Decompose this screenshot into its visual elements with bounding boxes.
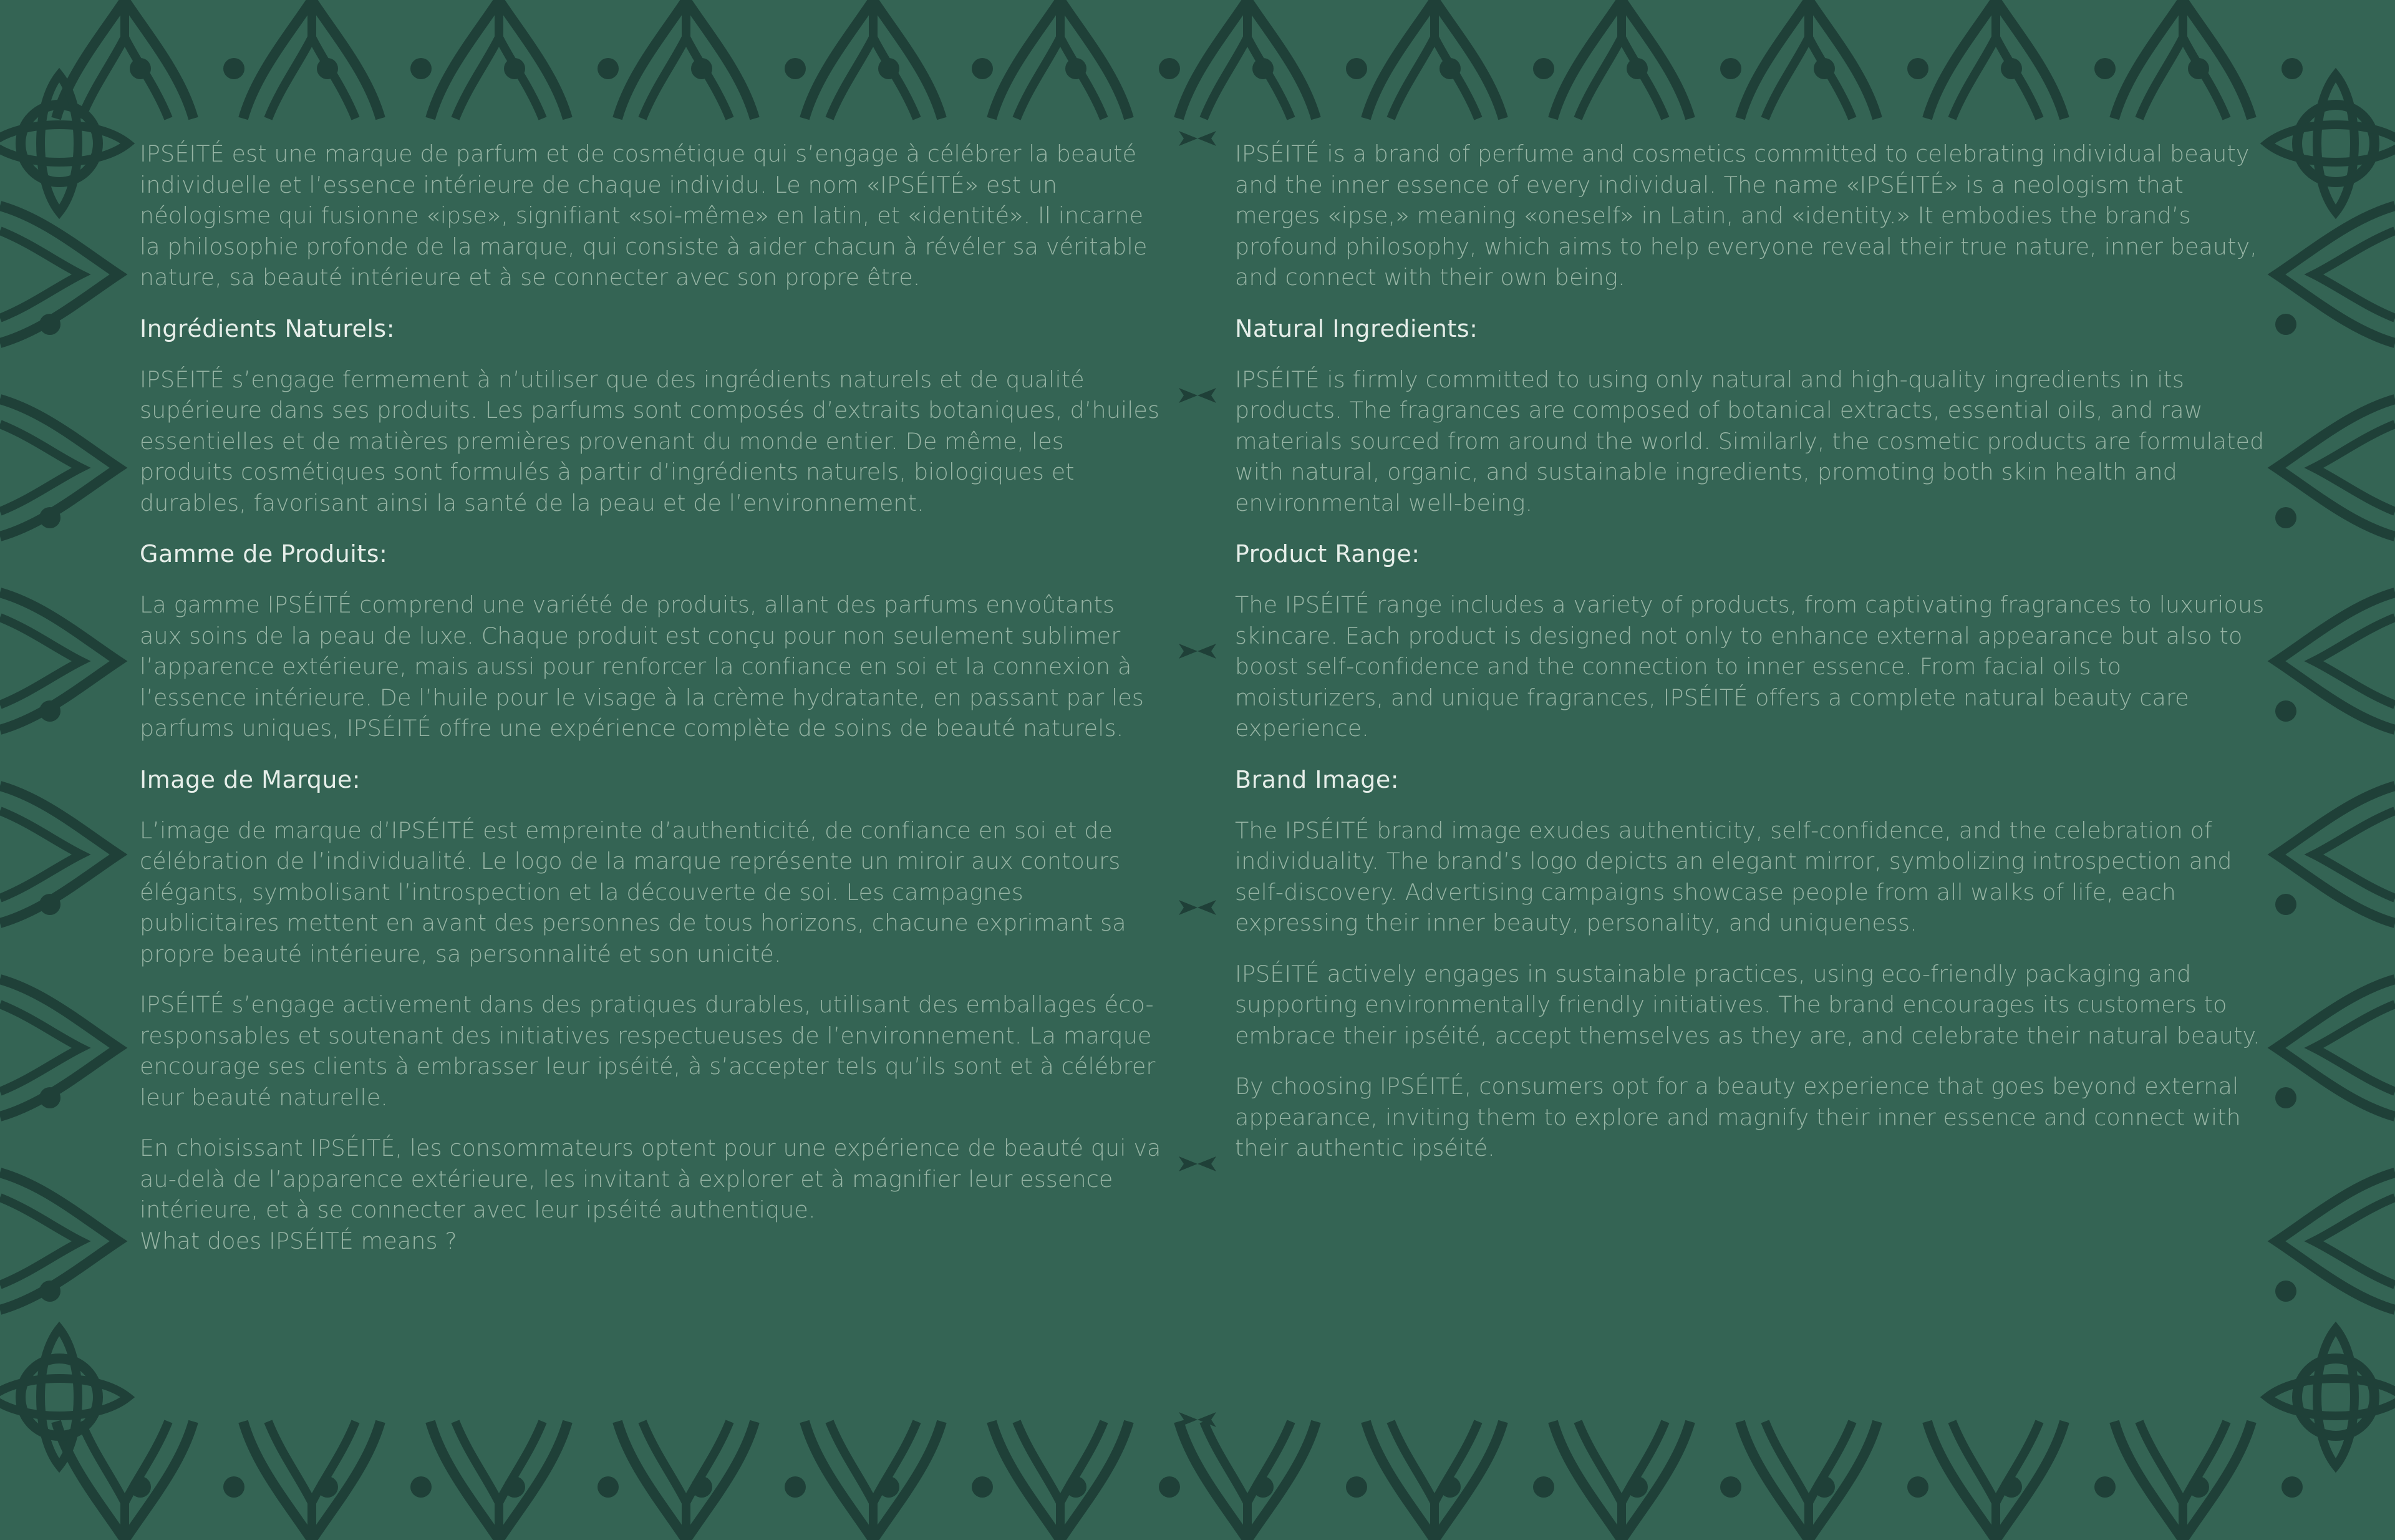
french-column	[140, 138, 1163, 1276]
section-heading: Ingrédients Naturels:	[140, 314, 395, 342]
section-heading: Natural Ingredients:	[1235, 314, 1478, 342]
brand-image-paragraph: The IPSÉITÉ brand image exudes authenticity, self-confidence, and the celebration of individuality. The brand’s logo depicts an elegant mirror, symbolizing introspection and self-discovery. Advertising campaigns showcase people from all walks of life, each expressing their inner beauty, personality, and uniqueness.	[1235, 816, 2232, 936]
section-heading: Image de Marque:	[140, 765, 361, 793]
sustainability-paragraph: IPSÉITÉ actively engages in sustainable practices, using eco-friendly packaging and supporting environmentally friendly initiatives. The brand encourages its customers to embrace their ipséité, accept themselves as they are, and celebrate their natural beauty.	[1235, 960, 2260, 1049]
intro-paragraph: IPSÉITÉ is a brand of perfume and cosmetics committed to celebrating individual beauty and the inner essence of every individual. The name «IPSÉITÉ» is a neologism that merges «ipse,» meaning «oneself» in Latin, and «identity.» It embodies the brand’s profound philosophy, which aims to help everyone reveal their true nature, inner beauty, and connect with their own being.	[1235, 140, 2258, 291]
ingredients-paragraph: IPSÉITÉ is firmly committed to using only natural and high-quality ingredients in its products. The fragrances are composed of botanical extracts, essential oils, and raw materials sourced from around the world. Similarly, the cosmetic products are formulated with natural, organic, and sustainable ingredients, promoting both skin health and environmental well-being.	[1235, 366, 2265, 516]
brand-image-paragraph: L’image de marque d’IPSÉITÉ est empreinte d’authenticité, de confiance en soi et de célébration de l’individualité. Le logo de la marque représente un miroir aux contours élégants, symbolisant l’introspection et la découverte de soi. Les campagnes publicitaires mettent en avant des personnes de tous horizons, chacune exprimant sa propre beauté intérieure, sa personnalité et son unicité.	[140, 816, 1126, 967]
center-divider-marks	[1179, 131, 1216, 1427]
ingredients-paragraph: IPSÉITÉ s’engage fermement à n’utiliser que des ingrédients naturels et de qualité supérieure dans ses produits. Les parfums sont composés d’extraits botaniques, d’huiles essentielles et de matières premières provenant du monde entier. De même, les produits cosmétiques sont formulés à partir d’ingrédients naturels, biologiques et durables, favorisant ainsi la santé de la peau et de l’environnement.	[140, 366, 1160, 516]
right-border-pattern	[2275, 206, 2395, 1310]
section-heading: Product Range:	[1235, 540, 1420, 568]
range-paragraph: La gamme IPSÉITÉ comprend une variété de produits, allant des parfums envoûtants aux soins de la peau de luxe. Chaque produit est conçu pour non seulement sublimer l’apparence extérieure, mais aussi pour renforcer la confiance en soi et la connexion à l’essence intérieure. De l’huile pour le visage à la crème hydratante, en passant par les parfums uniques, IPSÉITÉ offre une expérience complète de soins de beauté naturels.	[140, 591, 1144, 742]
corner-flower-bottom-right	[2267, 1329, 2395, 1466]
section-heading: Gamme de Produits:	[140, 540, 388, 568]
section-heading: Brand Image:	[1235, 765, 1400, 793]
top-border-pattern	[56, 0, 2303, 119]
left-border-pattern	[0, 206, 119, 1310]
closing-paragraph: By choosing IPSÉITÉ, consumers opt for a beauty experience that goes beyond external appearance, inviting them to explore and magnify their inner essence and connect with their authentic ipséité.	[1235, 1073, 2241, 1161]
intro-paragraph: IPSÉITÉ est une marque de parfum et de cosmétique qui s’engage à célébrer la beauté individuelle et l’essence intérieure de chaque individu. Le nom «IPSÉITÉ» est un néologisme qui fusionne «ipse», signifiant «soi-même» en latin, et «identité». Il incarne la philosophie profonde de la marque, qui consiste à aider chacun à révéler sa véritable nature, sa beauté intérieure et à se connecter avec son propre être.	[140, 140, 1148, 291]
corner-flower-top-right	[2267, 75, 2395, 212]
closing-paragraph: En choisissant IPSÉITÉ, les consommateurs optent pour une expérience de beauté qui va au-delà de l’apparence extérieure, les invitant à explorer et à magnifier leur essence intérieure, et à se connecter avec leur ipséité authentique.	[140, 1135, 1161, 1223]
question-line: What does IPSÉITÉ means ?	[140, 1227, 457, 1254]
bottom-border-pattern	[56, 1421, 2303, 1540]
sustainability-paragraph: IPSÉITÉ s’engage activement dans des pratiques durables, utilisant des emballages éco-responsables et soutenant des initiatives respectueuses de l’environnement. La marque encourage ses clients à embrasser leur ipséité, à s’accepter tels qu’ils sont et à célébrer leur beauté naturelle.	[140, 991, 1156, 1111]
range-paragraph: The IPSÉITÉ range includes a variety of products, from captivating fragrances to luxurious skincare. Each product is designed not only to enhance external appearance but also to boost self-confidence and the connection to inner essence. From facial oils to moisturizers, and unique fragrances, IPSÉITÉ offers a complete natural beauty care experience.	[1235, 591, 2265, 742]
english-column	[1235, 138, 2270, 1184]
